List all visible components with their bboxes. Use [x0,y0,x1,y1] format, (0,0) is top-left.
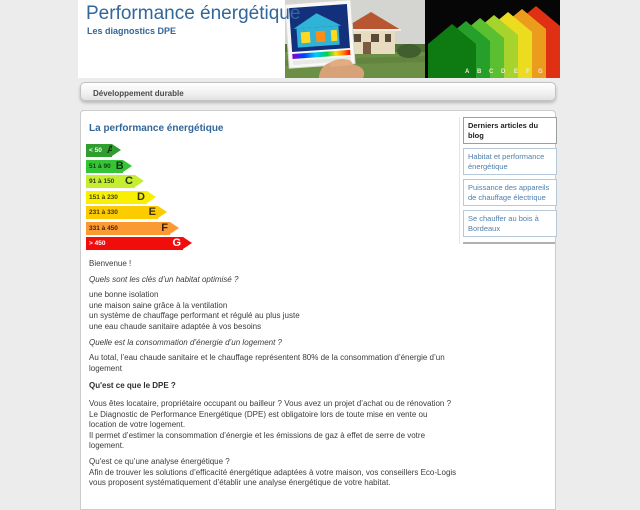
paragraph-analyse: Qu'est ce qu’une analyse énergétique ? Afin de trouver les solutions d’efficacité énergétique adaptées à votre maison, vos conseillers Eco-Logis vous proposent systématiquement d’établir une analyse énergétique de votre habitat. [89,456,457,488]
sidebar-link-habitat[interactable]: Habitat et performance énergétique [463,148,557,175]
dpe-row-g [86,237,457,250]
energy-letter-g: G [538,69,543,75]
paragraph-dpe-body: Vous êtes locataire, propriétaire occupant ou bailleur ? Vous avez un projet d’achat ou de rénovation ? Le Diagnostic de Performance Energétique (DPE) est obligatoire lors de toute mise en vente ou location de votre logement. Il permet d’estimer la consommation d’énergie et les émissions de gaz à effet de serre de votre logement. [89,398,452,451]
energy-letter-b: B [477,69,482,75]
paragraph-question-consommation: Quelle est la consommation d’énergie d’un logement ? [89,337,283,347]
energy-letter-d: D [501,69,506,75]
dpe-letter-label: D [137,190,145,203]
paragraph-dpe-heading: Qu'est ce que le DPE ? [89,381,176,391]
dpe-range-label: 51 à 90 [89,162,111,170]
dpe-scale [86,144,457,250]
sidebar-title: Derniers articles du blog [463,117,557,144]
energy-letter-c: C [489,69,494,75]
dpe-arrow-tip [183,237,192,249]
dpe-arrow-tip [158,206,167,218]
site-title: Performance énergétique [86,3,301,24]
thermal-photo-image [285,0,425,78]
dpe-range-label: < 50 [89,147,102,154]
paragraph-question-habitat: Quels sont les clés d’un habitat optimisé ? [89,274,239,284]
dpe-row-d [86,191,457,204]
content-box [80,110,556,510]
dpe-arrow-tip [123,160,132,172]
energy-letter-e: E [514,69,519,75]
energy-letter-a: A [465,69,470,75]
dpe-letter-label: C [125,175,133,187]
site-subtitle: Les diagnostics DPE [87,26,177,36]
dpe-letter-label: E [148,206,156,218]
sidebar-divider [463,242,555,244]
dpe-letter-label: A [106,144,115,156]
energy-class-image [425,0,560,78]
nav-item-developpement-durable[interactable]: Développement durable [93,89,184,98]
dpe-letter-label: F [161,221,168,234]
paragraph-consommation: Au total, l’eau chaude sanitaire et le chauffage représentent 80% de la consommation d’énergie d’un logement [89,353,445,373]
dpe-arrow-tip [112,144,121,156]
energy-letter-f: F [526,69,530,75]
page-title: La performance énergétique [89,123,224,134]
dpe-range-label: > 450 [89,240,106,247]
sidebar-link-puissance[interactable]: Puissance des appareils de chauffage électrique [463,179,557,206]
paragraph-welcome: Bienvenue ! [89,259,132,268]
dpe-row-b [86,160,457,173]
dpe-row-e [86,206,457,219]
sidebar-link-bois[interactable]: Se chauffer au bois à Bordeaux [463,210,557,237]
dpe-range-label: 231 à 330 [89,209,118,216]
dpe-range-label: 91 à 150 [89,178,115,185]
dpe-arrow-tip [170,222,179,234]
dpe-arrow-tip [135,175,144,187]
page-column [78,0,560,488]
dpe-letter-label: B [115,159,124,172]
main-navbar [80,82,556,101]
dpe-row-f [86,222,457,235]
dpe-row-a [86,144,457,157]
dpe-row-c [86,175,457,188]
dpe-range-label: 151 à 230 [89,193,118,201]
dpe-letter-label: G [172,237,181,249]
main-column [89,121,457,494]
dpe-range-label: 331 à 450 [89,224,118,232]
site-header [78,0,560,78]
paragraph-habitat-list: une bonne isolation une maison saine grâce à la ventilation un système de chauffage performant et régulé au plus juste une eau chaude sanitaire adaptée à vos besoins [89,290,300,331]
dpe-arrow-tip [147,191,156,203]
sidebar [459,117,557,244]
